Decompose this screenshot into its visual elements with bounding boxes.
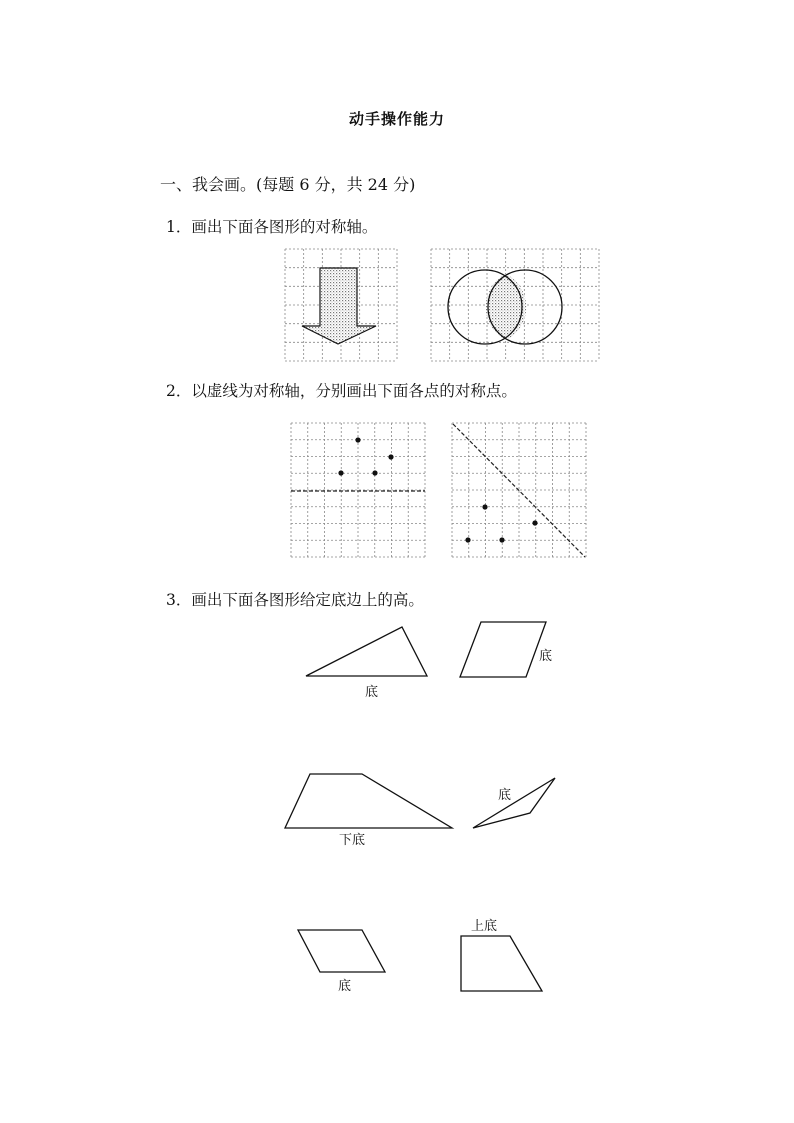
small-parallelogram bbox=[298, 930, 385, 972]
q1-grid-circles bbox=[431, 249, 599, 361]
label-right-trapezoid-upper-base: 上底 bbox=[471, 919, 498, 934]
section-heading: 一、我会画。(每题 6 分，共 24 分) bbox=[160, 175, 416, 194]
point bbox=[372, 470, 377, 475]
point bbox=[465, 537, 470, 542]
point bbox=[499, 537, 504, 542]
label-triangle-base: 底 bbox=[365, 685, 379, 700]
point bbox=[388, 454, 393, 459]
small-triangle bbox=[473, 778, 555, 828]
label-parallelogram-side: 底 bbox=[539, 649, 553, 664]
obtuse-triangle bbox=[306, 627, 427, 676]
label-small-parallelogram-base: 底 bbox=[338, 979, 352, 994]
label-small-triangle-base: 底 bbox=[498, 788, 512, 803]
q2-grid-diagonal-axis bbox=[452, 423, 586, 557]
point bbox=[355, 437, 360, 442]
point bbox=[338, 470, 343, 475]
trapezoid bbox=[285, 774, 452, 828]
down-arrow-shape bbox=[302, 268, 376, 344]
parallelogram-slanted bbox=[460, 622, 546, 677]
page-title: 动手操作能力 bbox=[348, 110, 445, 128]
circle-overlap-shading bbox=[486, 274, 527, 340]
point bbox=[482, 504, 487, 509]
q2-grid-left bbox=[291, 423, 425, 557]
question-1: 1．画出下面各图形的对称轴。 bbox=[166, 218, 378, 236]
question-2: 2．以虚线为对称轴，分别画出下面各点的对称点。 bbox=[166, 382, 517, 400]
question-3: 3．画出下面各图形给定底边上的高。 bbox=[166, 591, 424, 609]
right-trapezoid bbox=[461, 936, 542, 991]
point bbox=[532, 520, 537, 525]
q1-grid-arrow bbox=[285, 249, 397, 361]
q2-grid-horizontal-axis bbox=[291, 423, 425, 557]
label-trapezoid-lower-base: 下底 bbox=[339, 833, 366, 848]
